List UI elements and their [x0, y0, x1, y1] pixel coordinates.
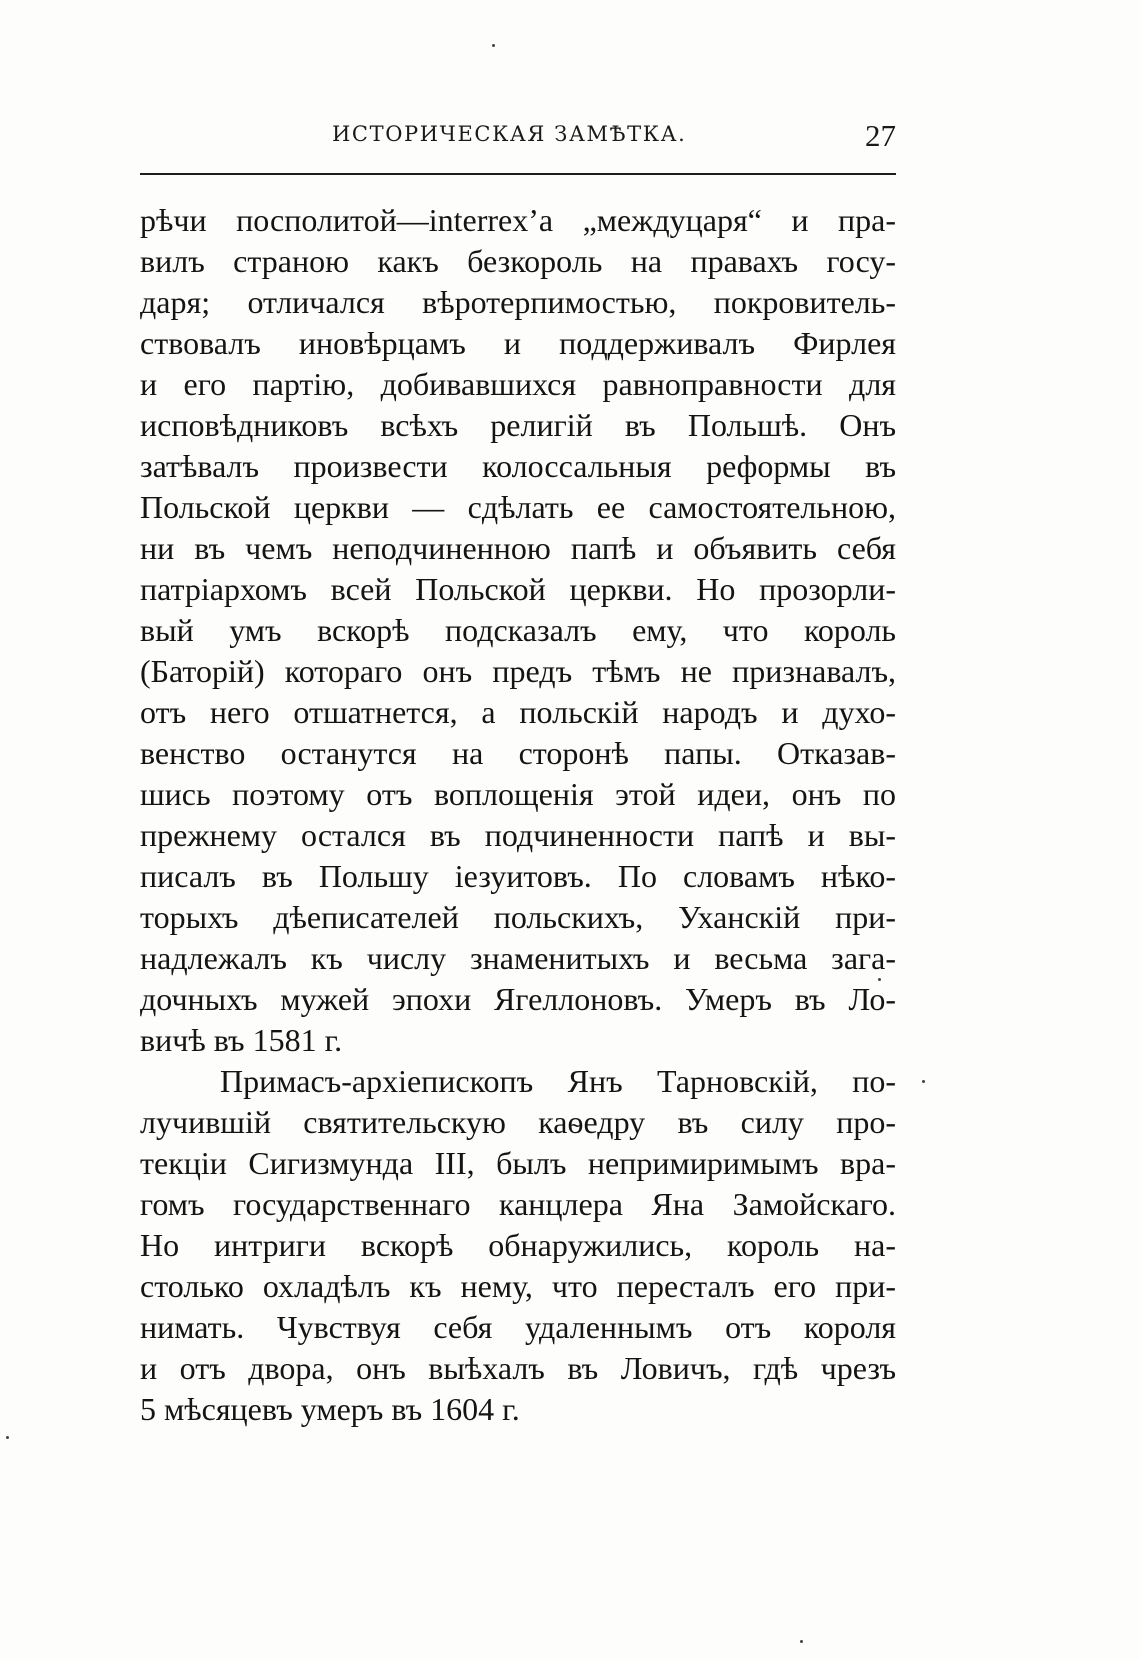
text-line: гомъ государственнаго канцлера Яна Замойскаго. — [140, 1186, 896, 1222]
text-line: лучившій святительскую каѳедру въ силу про- — [140, 1104, 896, 1140]
text-line: ни въ чемъ неподчиненною папѣ и объявить себя — [140, 530, 896, 566]
page-number: 27 — [865, 118, 896, 153]
scan-speck — [878, 978, 881, 981]
text-line: вичѣ въ 1581 г. — [140, 1022, 343, 1058]
text-line: затѣвалъ произвести колоссальныя реформы въ — [140, 448, 896, 484]
text-line: столько охладѣлъ къ нему, что пересталъ его при- — [140, 1268, 896, 1304]
page-header — [140, 118, 896, 162]
text-line: прежнему остался въ подчиненности папѣ и вы- — [140, 817, 896, 853]
text-line: писалъ въ Польшу іезуитовъ. По словамъ нѣко- — [140, 858, 896, 894]
text-line: надлежалъ къ числу знаменитыхъ и весьма зага- — [140, 940, 896, 976]
scan-speck — [800, 1640, 803, 1643]
text-line: текціи Сигизмунда III, былъ непримиримымъ вра- — [140, 1145, 896, 1181]
scan-speck — [6, 1436, 9, 1439]
text-line: даря; отличался вѣротерпимостью, покровитель- — [140, 284, 896, 320]
text-line: шись поэтому отъ воплощенія этой идеи, онъ по — [140, 776, 896, 812]
text-line: (Баторій) котораго онъ предъ тѣмъ не признавалъ, — [140, 653, 896, 689]
text-line: торыхъ дѣеписателей польскихъ, Уханскій при- — [140, 899, 896, 935]
text-line: вилъ страною какъ безкороль на правахъ госу- — [140, 243, 896, 279]
text-line: рѣчи посполитой—interrex’a „междуцаря“ и пра- — [140, 202, 896, 238]
text-line: Польской церкви — сдѣлать ее самостоятельною, — [140, 489, 896, 525]
text-line: венство останутся на сторонѣ папы. Отказав- — [140, 735, 896, 771]
text-line: нимать. Чувствуя себя удаленнымъ отъ короля — [140, 1309, 896, 1345]
text-line: 5 мѣсяцевъ умеръ въ 1604 г. — [140, 1391, 520, 1427]
text-line: патріархомъ всей Польской церкви. Но прозорли- — [140, 571, 896, 607]
text-line: Примасъ-архіепископъ Янъ Тарновскій, по- — [220, 1063, 896, 1099]
header-rule — [140, 173, 896, 175]
text-line: ствовалъ иновѣрцамъ и поддерживалъ Фирлея — [140, 325, 896, 361]
text-line: и его партію, добивавшихся равноправности для — [140, 366, 896, 402]
text-line: и отъ двора, онъ выѣхалъ въ Ловичъ, гдѣ чрезъ — [140, 1350, 896, 1386]
scan-speck — [492, 44, 495, 47]
scan-speck — [922, 1080, 925, 1083]
text-line: исповѣдниковъ всѣхъ религій въ Польшѣ. Онъ — [140, 407, 896, 443]
text-line: Но интриги вскорѣ обнаружились, король на- — [140, 1227, 896, 1263]
running-title: ИСТОРИЧЕСКАЯ ЗАМѢТКА. — [332, 122, 687, 146]
body-text — [140, 200, 896, 1430]
text-line: отъ него отшатнется, а польскій народъ и духо- — [140, 694, 896, 730]
text-line: дочныхъ мужей эпохи Ягеллоновъ. Умеръ въ Ло- — [140, 981, 896, 1017]
text-line: вый умъ вскорѣ подсказалъ ему, что король — [140, 612, 896, 648]
